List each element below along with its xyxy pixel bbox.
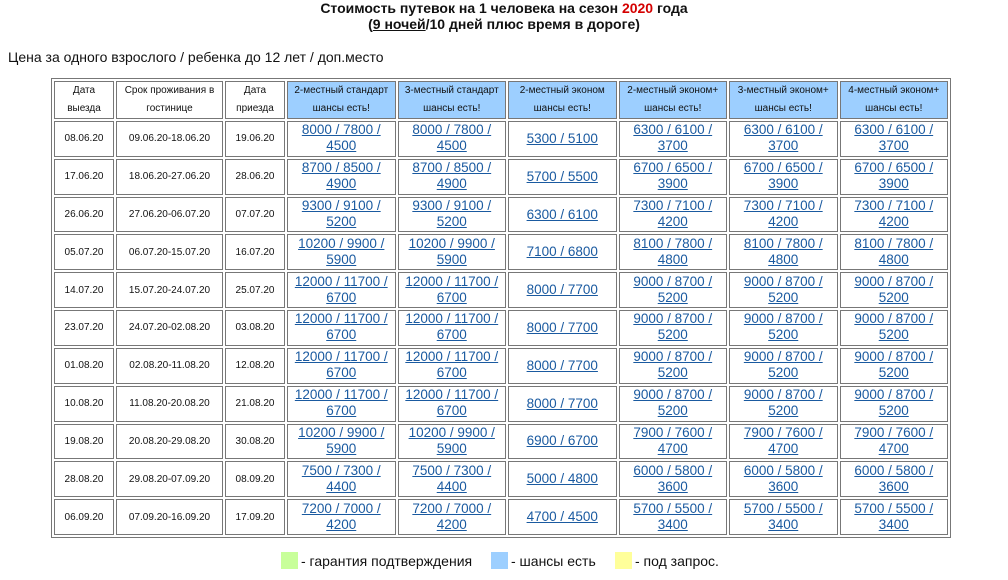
price-cell [287, 348, 396, 384]
price-cell [398, 424, 507, 460]
room-name: 2-местный эконом [519, 85, 605, 96]
room-name: 3-местный эконом+ [737, 85, 829, 96]
title-open-paren: ( [368, 16, 373, 32]
price-link[interactable]: 7900 / 7600 / 4700 [743, 424, 823, 456]
legend-label: - гарантия подтверждения [301, 553, 473, 569]
price-cell [729, 234, 838, 270]
price-link[interactable]: 6900 / 6700 [526, 433, 598, 449]
price-cell [508, 234, 617, 270]
cell-arrive-date: 08.09.20 [225, 461, 285, 497]
price-cell [840, 348, 949, 384]
table-row [54, 348, 948, 384]
price-link[interactable]: 7300 / 7100 / 4200 [743, 198, 823, 230]
price-link[interactable]: 6300 / 6100 / 3700 [854, 122, 934, 154]
cell-arrive-date: 21.08.20 [225, 386, 285, 422]
price-link[interactable]: 9000 / 8700 / 5200 [743, 273, 823, 305]
legend-item-chance [491, 552, 596, 570]
price-cell [287, 272, 396, 308]
cell-stay-period: 11.08.20-20.08.20 [116, 386, 223, 422]
table-row [54, 424, 948, 460]
cell-depart-date: 08.06.20 [54, 121, 114, 157]
title-days: /10 дней плюс время в дороге) [425, 16, 640, 32]
legend-label: - под запрос. [635, 553, 719, 569]
price-cell [398, 348, 507, 384]
price-cell [398, 197, 507, 233]
price-link[interactable]: 9000 / 8700 / 5200 [743, 387, 823, 419]
price-cell [398, 386, 507, 422]
table-row [54, 197, 948, 233]
cell-arrive-date: 30.08.20 [225, 424, 285, 460]
room-status: шансы есть! [865, 103, 923, 114]
cell-stay-period: 29.08.20-07.09.20 [116, 461, 223, 497]
price-cell [840, 234, 949, 270]
title-year: 2020 [621, 0, 654, 16]
price-link[interactable]: 5700 / 5500 / 3400 [854, 500, 934, 532]
price-cell [398, 461, 507, 497]
price-cell [508, 197, 617, 233]
cell-stay-period: 07.09.20-16.09.20 [116, 499, 223, 535]
price-cell [840, 386, 949, 422]
price-link[interactable]: 9000 / 8700 / 5200 [854, 273, 934, 305]
table-row [54, 310, 948, 346]
price-cell [508, 424, 617, 460]
price-link[interactable]: 9000 / 8700 / 5200 [633, 311, 713, 343]
price-link[interactable]: 6300 / 6100 / 3700 [633, 122, 713, 154]
room-name: 4-местный эконом+ [848, 85, 940, 96]
price-cell [619, 272, 728, 308]
title-line-1 [0, 0, 1008, 16]
price-link[interactable]: 8000 / 7700 [526, 282, 598, 298]
price-table [52, 79, 950, 537]
price-cell [619, 461, 728, 497]
price-link[interactable]: 6700 / 6500 / 3900 [743, 160, 823, 192]
cell-arrive-date: 12.08.20 [225, 348, 285, 384]
price-link[interactable]: 6000 / 5800 / 3600 [633, 462, 713, 494]
price-link[interactable]: 8000 / 7800 / 4500 [301, 122, 381, 154]
cell-stay-period: 02.08.20-11.08.20 [116, 348, 223, 384]
price-link[interactable]: 9000 / 8700 / 5200 [633, 387, 713, 419]
price-cell [729, 424, 838, 460]
price-link[interactable]: 5300 / 5100 [526, 130, 598, 146]
price-cell [840, 159, 949, 195]
price-link[interactable]: 8700 / 8500 / 4900 [301, 160, 381, 192]
cell-arrive-date: 28.06.20 [225, 159, 285, 195]
cell-arrive-date: 03.08.20 [225, 310, 285, 346]
price-link[interactable]: 8100 / 7800 / 4800 [633, 235, 713, 267]
cell-stay-period: 15.07.20-24.07.20 [116, 272, 223, 308]
header-room-4-economy-plus [840, 81, 949, 119]
price-cell [840, 424, 949, 460]
price-cell [508, 348, 617, 384]
title-nights: 9 ночей [372, 16, 426, 32]
price-link[interactable]: 10200 / 9900 / 5900 [298, 235, 385, 267]
legend [0, 552, 1008, 572]
cell-arrive-date: 16.07.20 [225, 234, 285, 270]
price-link[interactable]: 9000 / 8700 / 5200 [854, 311, 934, 343]
price-cell [840, 272, 949, 308]
price-link[interactable]: 7300 / 7100 / 4200 [633, 198, 713, 230]
price-cell [729, 310, 838, 346]
price-link[interactable]: 12000 / 11700 / 6700 [405, 387, 499, 419]
table-row [54, 121, 948, 157]
cell-depart-date: 26.06.20 [54, 197, 114, 233]
cell-depart-date: 28.08.20 [54, 461, 114, 497]
price-link[interactable]: 6700 / 6500 / 3900 [633, 160, 713, 192]
price-cell [729, 272, 838, 308]
price-link[interactable]: 10200 / 9900 / 5900 [298, 424, 385, 456]
price-cell [398, 310, 507, 346]
price-link[interactable]: 8700 / 8500 / 4900 [412, 160, 492, 192]
price-link[interactable]: 6000 / 5800 / 3600 [743, 462, 823, 494]
price-cell [619, 121, 728, 157]
price-cell [398, 272, 507, 308]
price-cell [619, 348, 728, 384]
price-link[interactable]: 12000 / 11700 / 6700 [405, 349, 499, 381]
cell-arrive-date: 07.07.20 [225, 197, 285, 233]
price-link[interactable]: 12000 / 11700 / 6700 [294, 349, 388, 381]
price-cell [287, 499, 396, 535]
price-link[interactable]: 8100 / 7800 / 4800 [854, 235, 934, 267]
price-link[interactable]: 9300 / 9100 / 5200 [301, 198, 381, 230]
price-link[interactable]: 12000 / 11700 / 6700 [405, 273, 499, 305]
price-cell [840, 121, 949, 157]
price-cell [287, 461, 396, 497]
price-link[interactable]: 9000 / 8700 / 5200 [854, 387, 934, 419]
price-link[interactable]: 4700 / 4500 [526, 509, 598, 525]
cell-depart-date: 10.08.20 [54, 386, 114, 422]
price-link[interactable]: 8000 / 7700 [526, 319, 598, 335]
price-cell [729, 348, 838, 384]
price-link[interactable]: 9300 / 9100 / 5200 [412, 198, 492, 230]
price-link[interactable]: 5700 / 5500 / 3400 [743, 500, 823, 532]
price-link[interactable]: 10200 / 9900 / 5900 [408, 235, 495, 267]
price-link[interactable]: 8000 / 7800 / 4500 [412, 122, 492, 154]
price-cell [508, 159, 617, 195]
price-link[interactable]: 8100 / 7800 / 4800 [743, 235, 823, 267]
header-room-2-economy [508, 81, 617, 119]
price-cell [619, 310, 728, 346]
price-cell [840, 197, 949, 233]
cell-arrive-date: 17.09.20 [225, 499, 285, 535]
price-cell [508, 499, 617, 535]
price-cell [287, 159, 396, 195]
legend-item-request [615, 552, 719, 570]
price-cell [619, 424, 728, 460]
price-link[interactable]: 6000 / 5800 / 3600 [854, 462, 934, 494]
title-line-2 [0, 16, 1008, 32]
cell-depart-date: 19.08.20 [54, 424, 114, 460]
header-stay-period: Срок проживания в гостинице [116, 81, 223, 119]
table-body [54, 121, 948, 535]
price-link[interactable]: 12000 / 11700 / 6700 [405, 311, 499, 343]
price-cell [508, 386, 617, 422]
price-link[interactable]: 10200 / 9900 / 5900 [408, 424, 495, 456]
price-link[interactable]: 6300 / 6100 [526, 206, 598, 222]
price-table-frame [51, 78, 951, 538]
table-header-row [54, 81, 948, 119]
price-link[interactable]: 8000 / 7700 [526, 395, 598, 411]
header-depart-date: Дата выезда [54, 81, 114, 119]
price-link[interactable]: 6300 / 6100 / 3700 [743, 122, 823, 154]
legend-label: - шансы есть [511, 553, 596, 569]
price-cell [729, 159, 838, 195]
cell-depart-date: 23.07.20 [54, 310, 114, 346]
cell-stay-period: 24.07.20-02.08.20 [116, 310, 223, 346]
header-room-2-economy-plus [619, 81, 728, 119]
table-row [54, 461, 948, 497]
room-name: 2-местный эконом+ [627, 85, 719, 96]
price-cell [508, 461, 617, 497]
price-cell [729, 197, 838, 233]
legend-item-guarantee [281, 552, 472, 570]
cell-stay-period: 20.08.20-29.08.20 [116, 424, 223, 460]
price-cell [840, 461, 949, 497]
table-row [54, 386, 948, 422]
price-link[interactable]: 7900 / 7600 / 4700 [633, 424, 713, 456]
cell-stay-period: 09.06.20-18.06.20 [116, 121, 223, 157]
price-cell [287, 234, 396, 270]
header-room-3-economy-plus [729, 81, 838, 119]
price-cell [729, 121, 838, 157]
price-cell [619, 386, 728, 422]
cell-depart-date: 06.09.20 [54, 499, 114, 535]
price-link[interactable]: 7200 / 7000 / 4200 [412, 500, 492, 532]
header-arrive-date: Дата приезда [225, 81, 285, 119]
cell-depart-date: 05.07.20 [54, 234, 114, 270]
price-cell [508, 310, 617, 346]
table-row [54, 234, 948, 270]
room-status: шансы есть! [533, 103, 591, 114]
legend-swatch-yellow [615, 552, 632, 569]
cell-depart-date: 01.08.20 [54, 348, 114, 384]
room-status: шансы есть! [423, 103, 481, 114]
price-cell [729, 461, 838, 497]
cell-stay-period: 06.07.20-15.07.20 [116, 234, 223, 270]
room-name: 2-местный стандарт [294, 85, 389, 96]
price-link[interactable]: 6700 / 6500 / 3900 [854, 160, 934, 192]
header-room-3-standard [398, 81, 507, 119]
table-row [54, 272, 948, 308]
table-row [54, 499, 948, 535]
price-link[interactable]: 5000 / 4800 [526, 471, 598, 487]
price-cell [840, 310, 949, 346]
price-subheading: Цена за одного взрослого / ребенка до 12 лет / доп.место [8, 49, 384, 65]
price-link[interactable]: 7200 / 7000 / 4200 [301, 500, 381, 532]
price-cell [287, 310, 396, 346]
price-cell [287, 197, 396, 233]
price-link[interactable]: 5700 / 5500 / 3400 [633, 500, 713, 532]
price-cell [287, 121, 396, 157]
cell-depart-date: 14.07.20 [54, 272, 114, 308]
price-link[interactable]: 9000 / 8700 / 5200 [743, 349, 823, 381]
price-link[interactable]: 5700 / 5500 [526, 168, 598, 184]
table-row [54, 159, 948, 195]
room-status: шансы есть! [754, 103, 812, 114]
legend-swatch-blue [491, 552, 508, 569]
price-cell [398, 234, 507, 270]
legend-swatch-green [281, 552, 298, 569]
title-prefix: Стоимость путевок на 1 человека на сезон [320, 0, 622, 16]
room-name: 3-местный стандарт [404, 85, 499, 96]
price-cell [619, 159, 728, 195]
price-link[interactable]: 7500 / 7300 / 4400 [301, 462, 381, 494]
price-link[interactable]: 7900 / 7600 / 4700 [854, 424, 934, 456]
page-title [0, 0, 1008, 32]
price-cell [619, 499, 728, 535]
cell-arrive-date: 25.07.20 [225, 272, 285, 308]
price-link[interactable]: 7100 / 6800 [526, 244, 598, 260]
price-link[interactable]: 12000 / 11700 / 6700 [294, 387, 388, 419]
price-link[interactable]: 7500 / 7300 / 4400 [412, 462, 492, 494]
header-room-2-standard [287, 81, 396, 119]
price-cell [398, 499, 507, 535]
price-cell [619, 197, 728, 233]
cell-arrive-date: 19.06.20 [225, 121, 285, 157]
title-suffix: года [653, 0, 688, 16]
price-link[interactable]: 9000 / 8700 / 5200 [743, 311, 823, 343]
price-link[interactable]: 12000 / 11700 / 6700 [294, 273, 388, 305]
room-status: шансы есть! [644, 103, 702, 114]
cell-stay-period: 18.06.20-27.06.20 [116, 159, 223, 195]
price-cell [508, 121, 617, 157]
price-cell [398, 159, 507, 195]
price-link[interactable]: 9000 / 8700 / 5200 [633, 349, 713, 381]
price-cell [729, 386, 838, 422]
price-link[interactable]: 8000 / 7700 [526, 357, 598, 373]
price-link[interactable]: 9000 / 8700 / 5200 [633, 273, 713, 305]
price-cell [398, 121, 507, 157]
price-cell [729, 499, 838, 535]
price-cell [508, 272, 617, 308]
price-cell [287, 424, 396, 460]
price-link[interactable]: 9000 / 8700 / 5200 [854, 349, 934, 381]
cell-stay-period: 27.06.20-06.07.20 [116, 197, 223, 233]
cell-depart-date: 17.06.20 [54, 159, 114, 195]
price-link[interactable]: 12000 / 11700 / 6700 [294, 311, 388, 343]
price-cell [840, 499, 949, 535]
price-cell [287, 386, 396, 422]
price-link[interactable]: 7300 / 7100 / 4200 [854, 198, 934, 230]
price-cell [619, 234, 728, 270]
room-status: шансы есть! [312, 103, 370, 114]
